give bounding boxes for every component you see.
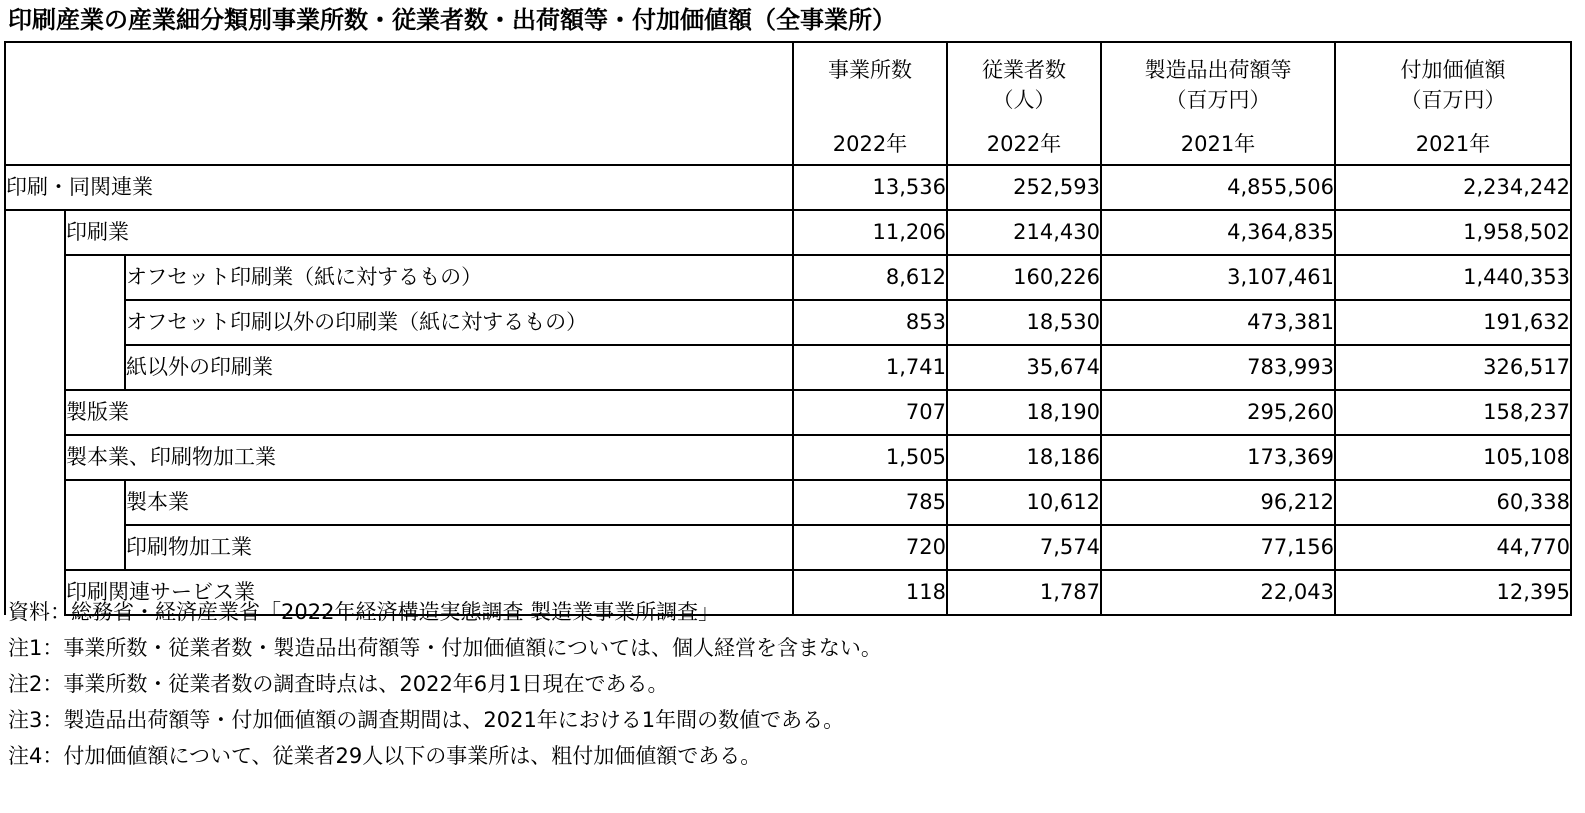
indent-spacer	[65, 480, 125, 570]
value-cell: 35,674	[947, 345, 1101, 390]
column-header	[947, 42, 1101, 165]
column-name: 付加価値額	[1400, 58, 1506, 82]
value-cell: 1,958,502	[1335, 210, 1571, 255]
footnote: 注3：製造品出荷額等・付加価値額の調査期間は、2021年における1年間の数値である。	[8, 708, 845, 732]
row-label: オフセット印刷以外の印刷業（紙に対するもの）	[125, 300, 793, 345]
statistics-table	[4, 41, 1572, 616]
footnote: 注2：事業所数・従業者数の調査時点は、2022年6月1日現在である。	[8, 672, 669, 696]
column-unit: （百万円）	[1165, 88, 1271, 112]
header-blank-cell	[5, 42, 793, 165]
column-unit: （百万円）	[1400, 88, 1506, 112]
table-row	[5, 345, 1571, 390]
value-cell: 13,536	[793, 165, 947, 210]
value-cell: 1,787	[947, 570, 1101, 615]
row-label: 紙以外の印刷業	[125, 345, 793, 390]
column-year: 2022年	[986, 132, 1062, 156]
value-cell: 18,530	[947, 300, 1101, 345]
value-cell: 18,190	[947, 390, 1101, 435]
value-cell: 7,574	[947, 525, 1101, 570]
value-cell: 4,855,506	[1101, 165, 1335, 210]
value-cell: 783,993	[1101, 345, 1335, 390]
value-cell: 4,364,835	[1101, 210, 1335, 255]
source-note: 資料：総務省・経済産業省「2022年経済構造実態調査 製造業事業所調査」	[8, 600, 720, 624]
column-name: 従業者数	[982, 58, 1066, 82]
value-cell: 118	[793, 570, 947, 615]
value-cell: 18,186	[947, 435, 1101, 480]
table-row	[5, 390, 1571, 435]
value-cell: 105,108	[1335, 435, 1571, 480]
column-header	[1335, 42, 1571, 165]
column-header	[793, 42, 947, 165]
value-cell: 1,505	[793, 435, 947, 480]
value-cell: 1,741	[793, 345, 947, 390]
value-cell: 295,260	[1101, 390, 1335, 435]
value-cell: 3,107,461	[1101, 255, 1335, 300]
column-unit: （人）	[992, 88, 1056, 112]
row-label: オフセット印刷業（紙に対するもの）	[125, 255, 793, 300]
column-year: 2021年	[1180, 132, 1256, 156]
table-row	[5, 165, 1571, 210]
value-cell: 707	[793, 390, 947, 435]
value-cell: 22,043	[1101, 570, 1335, 615]
row-label: 製本業、印刷物加工業	[65, 435, 793, 480]
table-title: 印刷産業の産業細分類別事業所数・従業者数・出荷額等・付加価値額（全事業所）	[8, 6, 896, 34]
footnote: 注1：事業所数・従業者数・製造品出荷額等・付加価値額については、個人経営を含まない。	[8, 636, 882, 660]
value-cell: 8,612	[793, 255, 947, 300]
table-row	[5, 480, 1571, 525]
value-cell: 11,206	[793, 210, 947, 255]
value-cell: 473,381	[1101, 300, 1335, 345]
value-cell: 60,338	[1335, 480, 1571, 525]
column-header	[1101, 42, 1335, 165]
value-cell: 96,212	[1101, 480, 1335, 525]
row-label: 印刷関連サービス業	[65, 570, 793, 615]
table-row	[5, 300, 1571, 345]
footnote: 注4：付加価値額について、従業者29人以下の事業所は、粗付加価値額である。	[8, 744, 762, 768]
table-row	[5, 255, 1571, 300]
value-cell: 173,369	[1101, 435, 1335, 480]
value-cell: 77,156	[1101, 525, 1335, 570]
value-cell: 214,430	[947, 210, 1101, 255]
value-cell: 720	[793, 525, 947, 570]
header-row	[5, 42, 1571, 165]
value-cell: 785	[793, 480, 947, 525]
indent-spacer	[65, 255, 125, 390]
table-row	[5, 210, 1571, 255]
value-cell: 853	[793, 300, 947, 345]
value-cell: 252,593	[947, 165, 1101, 210]
column-year: 2022年	[832, 132, 908, 156]
value-cell: 1,440,353	[1335, 255, 1571, 300]
indent-spacer	[5, 210, 65, 615]
row-label: 印刷・同関連業	[5, 165, 793, 210]
row-label: 印刷物加工業	[125, 525, 793, 570]
value-cell: 326,517	[1335, 345, 1571, 390]
row-label: 印刷業	[65, 210, 793, 255]
value-cell: 12,395	[1335, 570, 1571, 615]
value-cell: 2,234,242	[1335, 165, 1571, 210]
table-row	[5, 525, 1571, 570]
value-cell: 44,770	[1335, 525, 1571, 570]
column-year: 2021年	[1415, 132, 1491, 156]
footnotes	[8, 594, 882, 774]
value-cell: 160,226	[947, 255, 1101, 300]
row-label: 製本業	[125, 480, 793, 525]
value-cell: 10,612	[947, 480, 1101, 525]
value-cell: 158,237	[1335, 390, 1571, 435]
table-row	[5, 435, 1571, 480]
row-label: 製版業	[65, 390, 793, 435]
value-cell: 191,632	[1335, 300, 1571, 345]
column-name: 事業所数	[828, 58, 912, 82]
column-name: 製造品出荷額等	[1144, 58, 1292, 82]
